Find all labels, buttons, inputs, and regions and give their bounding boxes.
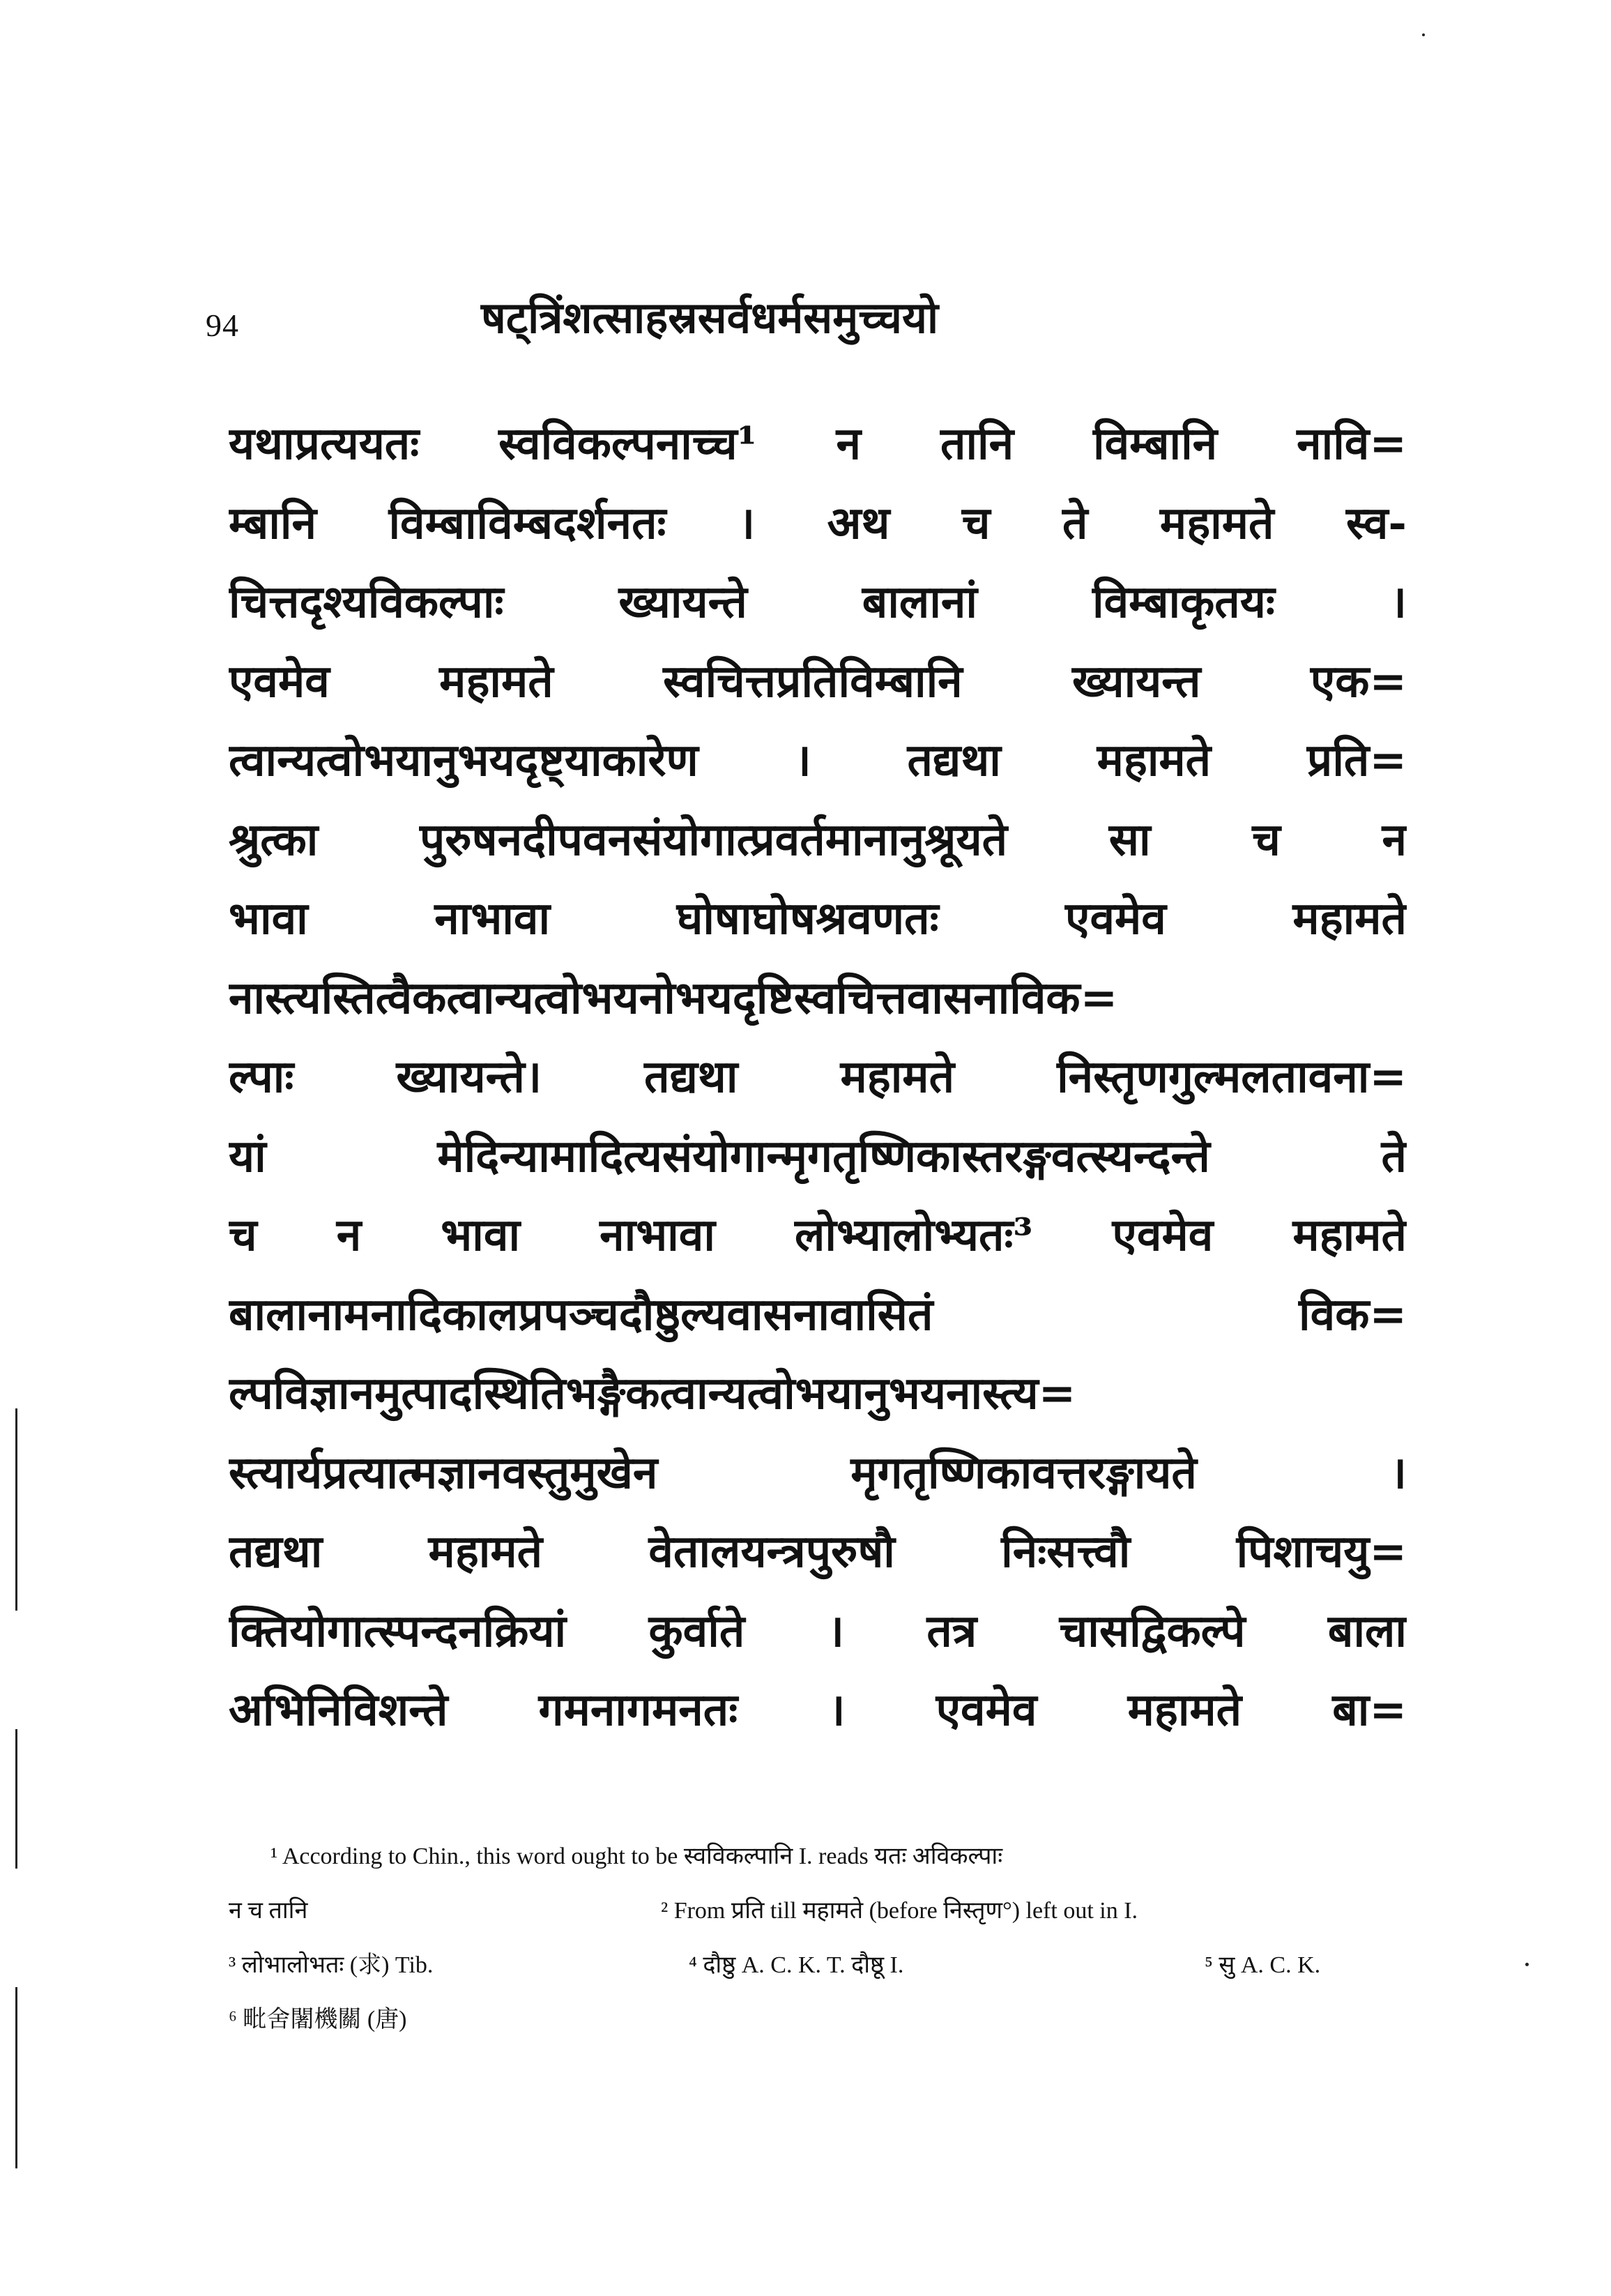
body-line: चित्तदृश्यविकल्पाः ख्यायन्ते बालानां विम्बाकृतयः । <box>229 576 1407 628</box>
body-line: श्रुत्का पुरुषनदीपवनसंयोगात्प्रवर्तमानानुश्रूयते सा च न <box>229 813 1407 866</box>
body-line: यां मेदिन्यामादित्यसंयोगान्मृगतृष्णिकास्तरङ्गवत्स्यन्दन्ते ते <box>229 1130 1407 1183</box>
body-line: म्बानि विम्बाविम्बदर्शनतः । अथ च ते महामते स्व- <box>229 496 1407 549</box>
body-line: भावा नाभावा घोषाघोषश्रवणतः एवमेव महामते <box>229 892 1407 945</box>
body-line: नास्त्यस्तित्वैकत्वान्यत्वोभयनोभयदृष्टिस्वचित्तवासनाविक= <box>229 971 1118 1024</box>
scan-edge-mark <box>15 1987 17 2168</box>
body-line: त्वान्यत्वोभयानुभयदृष्ट्याकारेण । तद्यथा महामते प्रति= <box>229 734 1407 786</box>
body-line: तद्यथा महामते वेतालयन्त्रपुरुषौ निःसत्त्वौ पिशाचयु= <box>229 1526 1407 1578</box>
scan-speck <box>1422 33 1425 36</box>
footnote-1-continued: न च तानि <box>229 1898 308 1924</box>
footnote-4: ⁴ दौष्ठु A. C. K. T. दौष्ठू I. <box>689 1952 904 1978</box>
body-line: च न भावा नाभावा लोभ्यालोभ्यतः³ एवमेव महामते <box>229 1209 1407 1261</box>
scan-edge-mark <box>15 1729 17 1869</box>
footnote-1: ¹ According to Chin., this word ought to be स्वविकल्पानि I. reads यतः अविकल्पाः <box>270 1843 1003 1869</box>
body-line: बालानामनादिकालप्रपञ्चदौष्ठुल्यवासनावासितं विक= <box>229 1288 1407 1341</box>
running-title: षट्त्रिंशत्साहस्रसर्वधर्मसमुच्चयो <box>481 292 939 343</box>
footnote-6: ⁶ 毗舍闍機關 (唐) <box>229 2007 407 2032</box>
page-number: 94 <box>206 307 239 343</box>
footnote-3: ³ लोभालोभतः (求) Tib. <box>229 1952 434 1978</box>
scan-speck <box>1525 1963 1529 1966</box>
scan-edge-mark <box>15 1408 17 1611</box>
body-line: ल्पविज्ञानमुत्पादस्थितिभङ्गैकत्वान्यत्वोभयानुभयनास्त्य= <box>229 1367 1076 1420</box>
body-line: एवमेव महामते स्वचित्तप्रतिविम्बानि ख्यायन्त एक= <box>229 655 1407 708</box>
body-line: स्त्यार्यप्रत्यात्मज्ञानवस्तुमुखेन मृगतृष्णिकावत्तरङ्गायते । <box>229 1446 1407 1499</box>
footnotes <box>229 1834 1407 2051</box>
body-line: ल्पाः ख्यायन्ते। तद्यथा महामते निस्तृणगुल्मलतावना= <box>229 1051 1407 1103</box>
footnote-5: ⁵ सु A. C. K. <box>1205 1952 1321 1978</box>
body-text <box>229 404 1407 1750</box>
body-line: क्तियोगात्स्पन्दनक्रियां कुर्वाते । तत्र चासद्विकल्पे बाला <box>229 1604 1407 1657</box>
body-line: अभिनिविशन्ते गमनागमनतः । एवमेव महामते बा= <box>229 1684 1407 1736</box>
footnote-2: ² From प्रति till महामते (before निस्तृण°) left out in I. <box>661 1898 1138 1924</box>
body-line: यथाप्रत्ययतः स्वविकल्पनाच्च¹ न तानि विम्बानि नावि= <box>229 418 1407 470</box>
